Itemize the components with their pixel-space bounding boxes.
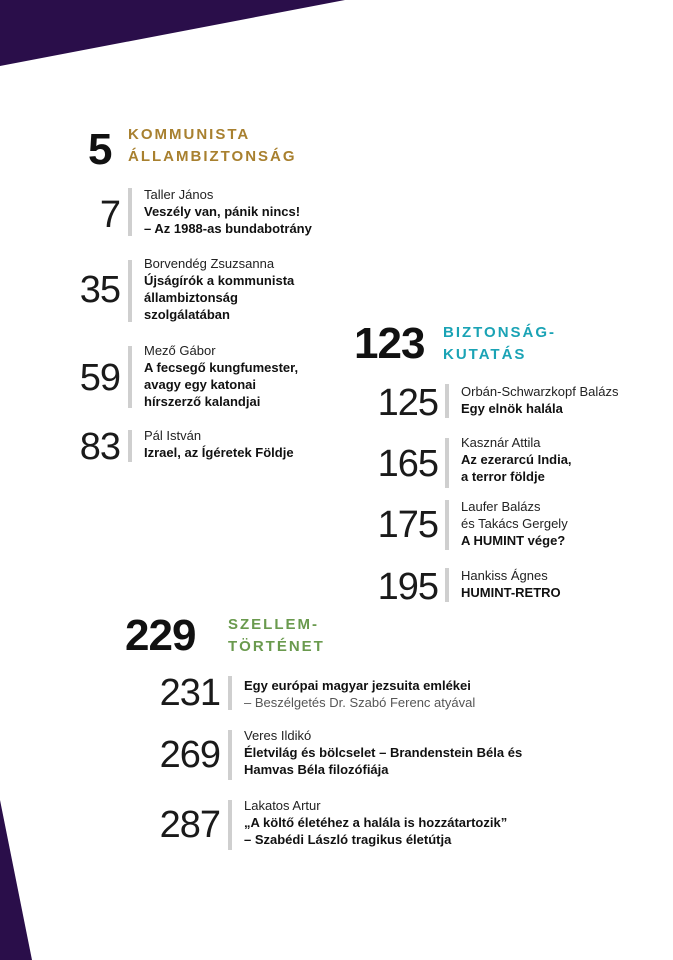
entry-author: Orbán-Schwarzkopf Balázs [461,384,619,399]
entry-text [244,727,522,778]
entry-text [144,342,298,410]
entry-page-number: 165 [377,443,438,485]
entry-page-number: 7 [99,194,120,236]
entry-divider [228,800,232,850]
bottom-left-purple-band [0,800,32,960]
entry-divider [128,188,132,236]
entry-author: és Takács Gergely [461,516,568,531]
entry-divider [128,346,132,408]
entry-page-number: 35 [79,269,120,311]
entry-divider [228,676,232,710]
entry-text [461,434,572,485]
section-number-szellem: 229 [125,611,196,660]
entry-text [244,677,475,711]
entry-text [461,383,619,417]
entry-title: hírszerző kalandjai [144,394,261,409]
entry-divider [445,438,449,488]
entry-title: Újságírók a kommunista [144,273,295,288]
entry-page-number: 83 [79,426,120,468]
entry-author: Pál István [144,428,202,443]
section-number-biztonsag: 123 [354,319,425,368]
entry-author: Laufer Balázs [461,499,541,514]
entry-author: Veres Ildikó [244,728,312,743]
entry-author: Lakatos Artur [244,798,321,813]
entry-divider [445,568,449,602]
section-title-biztonsag: BIZTONSÁG- KUTATÁS [443,324,557,363]
entry-author: Taller János [144,187,214,202]
entry-author: Borvendég Zsuzsanna [144,256,275,271]
entry-text [144,427,294,461]
entry-page-number: 175 [377,504,438,546]
entry-title: Életvilág és bölcselet – Brandenstein Béla és [244,745,523,760]
entry-page-number: 195 [377,566,438,608]
entry-title: – Szabédi László tragikus életútja [244,832,452,847]
entry-title: Egy elnök halála [461,401,563,416]
section-title-szellem: SZELLEM- TÖRTÉNET [228,616,325,655]
entry-text [144,186,312,237]
entry-divider [228,730,232,780]
entry-divider [128,430,132,462]
entry-page-number: 269 [159,734,220,776]
entry-page-number: 287 [159,804,220,846]
entry-text [144,255,294,323]
entry-author: Mező Gábor [144,343,216,358]
entry-page-number: 125 [377,382,438,424]
entry-text [461,498,568,549]
entry-title: „A költő életéhez a halála is hozzátartozik” [244,815,508,830]
entry-divider [445,500,449,550]
entry-title: szolgálatában [144,307,230,322]
entry-author: Kasznár Attila [461,435,541,450]
entry-subtitle: – Beszélgetés Dr. Szabó Ferenc atyával [244,695,476,710]
entry-page-number: 59 [79,357,120,399]
entry-title: Hamvas Béla filozófiája [244,762,389,777]
entry-title: avagy egy katonai [144,377,256,392]
entry-title: állambiztonság [144,290,238,305]
entry-divider [128,260,132,322]
entry-title: Az ezerarcú India, [461,452,572,467]
top-left-purple-band [0,0,345,66]
entry-title: HUMINT-RETRO [461,585,561,600]
entry-title: Egy európai magyar jezsuita emlékei [244,678,471,693]
section-title-kommunista: KOMMUNISTA ÁLLAMBIZTONSÁG [128,126,297,165]
section-number-kommunista: 5 [88,125,112,174]
entry-title: – Az 1988-as bundabotrány [144,221,312,236]
entry-title: A fecsegő kungfumester, [144,360,299,375]
entry-title: Veszély van, pánik nincs! [144,204,301,219]
entry-author: Hankiss Ágnes [461,568,548,583]
entry-title: a terror földje [461,469,545,484]
entry-divider [445,384,449,418]
entry-title: A HUMINT vége? [461,533,566,548]
entry-text [244,797,507,848]
entry-title: Izrael, az Ígéretek Földje [144,445,294,460]
entry-text [461,567,561,601]
entry-page-number: 231 [159,672,220,714]
